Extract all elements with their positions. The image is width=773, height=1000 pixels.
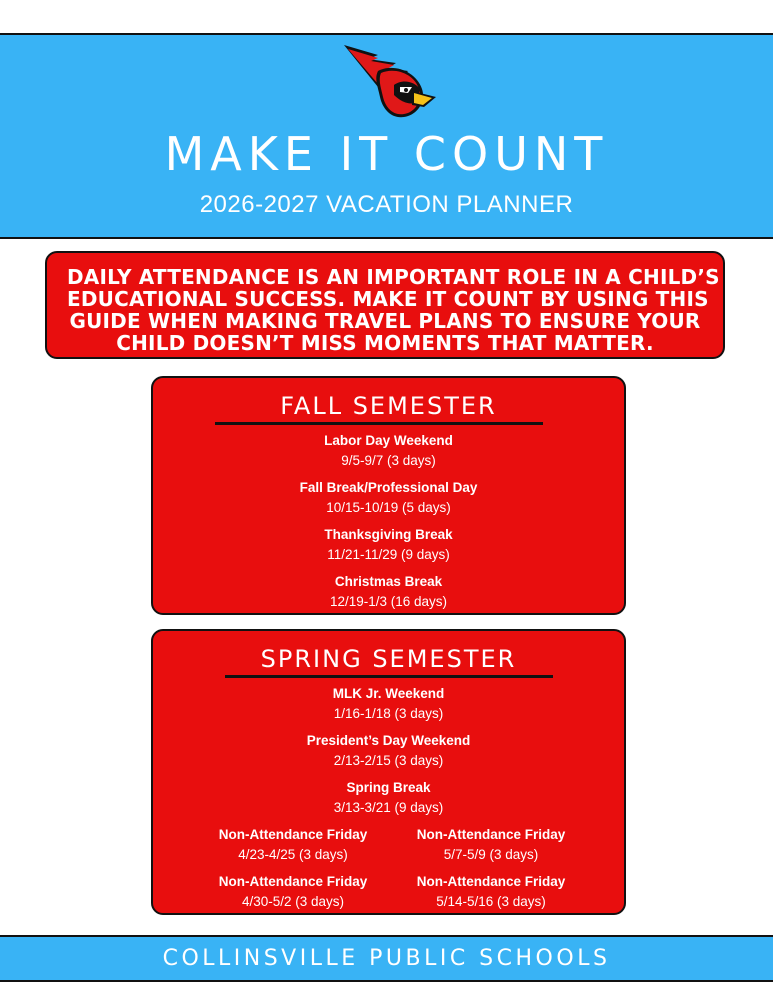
break-name: Non-Attendance Friday [218, 827, 368, 842]
intro-line: GUIDE WHEN MAKING TRAVEL PLANS TO ENSURE YOUR [69, 309, 701, 333]
break-name: Non-Attendance Friday [416, 827, 566, 842]
break-item [153, 572, 624, 619]
break-item [371, 825, 611, 872]
break-dates: 3/13-3/21 (9 days) [333, 800, 444, 815]
break-name: Thanksgiving Break [324, 527, 453, 542]
break-name: Labor Day Weekend [324, 433, 453, 448]
spring-semester-title: SPRING SEMESTER [260, 645, 517, 673]
break-item [153, 478, 624, 525]
intro-message [45, 251, 725, 359]
break-dates: 12/19-1/3 (16 days) [329, 594, 448, 609]
break-item [153, 525, 624, 572]
break-item [153, 731, 624, 778]
break-dates: 5/14-5/16 (3 days) [436, 894, 546, 909]
break-dates: 4/30-5/2 (3 days) [241, 894, 345, 909]
break-name: Non-Attendance Friday [416, 874, 566, 889]
footer-text: COLLINSVILLE PUBLIC SCHOOLS [162, 946, 611, 971]
header-banner [0, 33, 773, 239]
fall-semester-card [151, 376, 626, 615]
break-name: MLK Jr. Weekend [332, 686, 445, 701]
title-underline [215, 422, 543, 425]
footer-banner [0, 935, 773, 982]
page-title: MAKE IT COUNT [164, 127, 609, 181]
fall-semester-title: FALL SEMESTER [280, 392, 497, 420]
break-name: Non-Attendance Friday [218, 874, 368, 889]
break-item [153, 684, 624, 731]
break-name: Spring Break [346, 780, 431, 795]
break-name: President’s Day Weekend [306, 733, 471, 748]
break-dates: 1/16-1/18 (3 days) [333, 706, 444, 721]
title-underline [225, 675, 553, 678]
intro-line: DAILY ATTENDANCE IS AN IMPORTANT ROLE IN A CHILD’S [67, 265, 720, 289]
intro-line: CHILD DOESN’T MISS MOMENTS THAT MATTER. [116, 331, 654, 355]
intro-line: EDUCATIONAL SUCCESS. MAKE IT COUNT BY USING THIS [67, 287, 709, 311]
spring-semester-card [151, 629, 626, 915]
break-dates: 2/13-2/15 (3 days) [333, 753, 444, 768]
break-dates: 5/7-5/9 (3 days) [443, 847, 539, 862]
break-item [371, 872, 611, 919]
break-dates: 10/15-10/19 (5 days) [326, 500, 451, 515]
break-dates: 9/5-9/7 (3 days) [341, 453, 436, 468]
break-item [153, 431, 624, 478]
break-name: Fall Break/Professional Day [299, 480, 478, 495]
break-dates: 4/23-4/25 (3 days) [238, 847, 348, 862]
break-item [153, 778, 624, 825]
break-name: Christmas Break [334, 574, 443, 589]
break-dates: 11/21-11/29 (9 days) [327, 547, 450, 562]
cardinal-logo-icon [338, 41, 438, 119]
page-subtitle: 2026-2027 VACATION PLANNER [199, 191, 574, 218]
